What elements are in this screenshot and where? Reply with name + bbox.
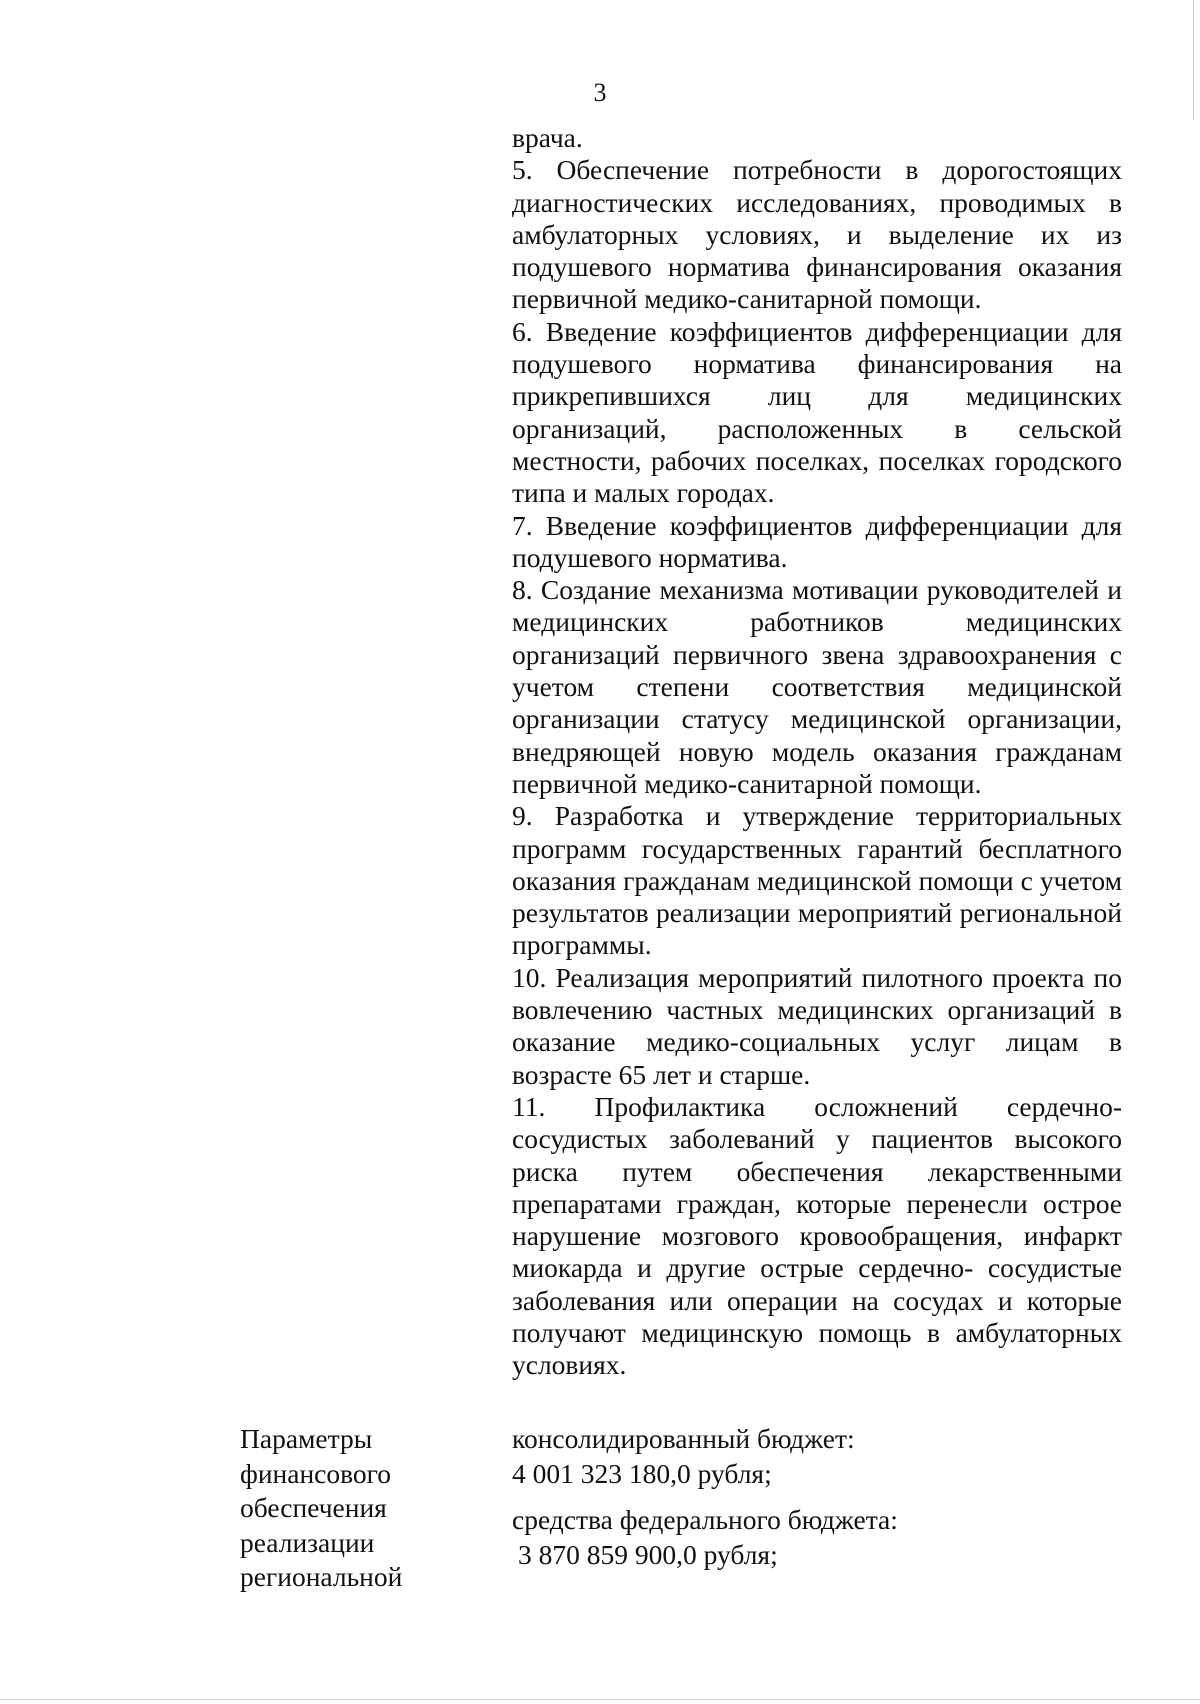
section-label-line: обеспечения <box>240 1492 387 1523</box>
list-item-continuation: врача. <box>512 122 583 153</box>
list-item-7: 7. Введение коэффициентов дифференциации для подушевого норматива. <box>512 509 1122 573</box>
list-item-10: 10. Реализация мероприятий пилотного проекта по вовлечению частных медицинских организаций в оказание медико-социальных услуг лицам в возрасте 65 лет и старше. <box>512 961 1122 1090</box>
federal-budget-value: 3 870 859 900,0 рубля; <box>518 1538 778 1570</box>
section-label-line: региональной <box>240 1561 403 1592</box>
financing-values <box>512 1422 1122 1572</box>
financing-section-label <box>240 1422 440 1595</box>
section-label-line: Параметры <box>240 1423 373 1454</box>
consolidated-budget-label: консолидированный бюджет: <box>512 1423 855 1454</box>
section-label-line: финансового <box>240 1457 392 1489</box>
section-label-line: реализации <box>240 1526 375 1558</box>
federal-budget-label: средства федерального бюджета: <box>512 1504 898 1535</box>
list-item-6: 6. Введение коэффициентов дифференциации для подушевого норматива финансирования на прикрепившихся лиц для медицинских организаций, расположенных в сельской местности, рабочих поселках, поселках городского типа и малых городах. <box>512 315 1122 509</box>
scan-bottom-edge <box>0 1699 1200 1700</box>
list-item-5: 5. Обеспечение потребности в дорогостоящих диагностических исследованиях, проводимых в амбулаторных условиях, и выделение их из подушевого норматива финансирования оказания первичной медико-санитарной помощи. <box>512 154 1122 315</box>
page-number: 3 <box>593 78 607 107</box>
list-item-11: 11. Профилактика осложнений сердечно-сосудистых заболеваний у пациентов высокого риска путем обеспечения лекарственными препаратами граждан, которые перенесли острое нарушение мозгового кровообращения, инфаркт миокарда и другие острые сердечно- сосудистые заболевания или операции на сосудах и которые получают медицинскую помощь в амбулаторных условиях. <box>512 1090 1122 1381</box>
list-item-8: 8. Создание механизма мотивации руководителей и медицинских работников медицинских организаций первичного звена здравоохранения с учетом степени соответствия медицинской организации статусу медицинской организации, внедряющей новую модель оказания гражданам первичной медико-санитарной помощи. <box>512 574 1122 799</box>
consolidated-budget-value: 4 001 323 180,0 рубля; <box>512 1457 772 1489</box>
list-item-9: 9. Разработка и утверждение территориальных программ государственных гарантий бесплатного оказания гражданам медицинской помощи с учетом результатов реализации мероприятий региональной программы. <box>512 800 1122 961</box>
measures-list <box>512 122 1122 1382</box>
